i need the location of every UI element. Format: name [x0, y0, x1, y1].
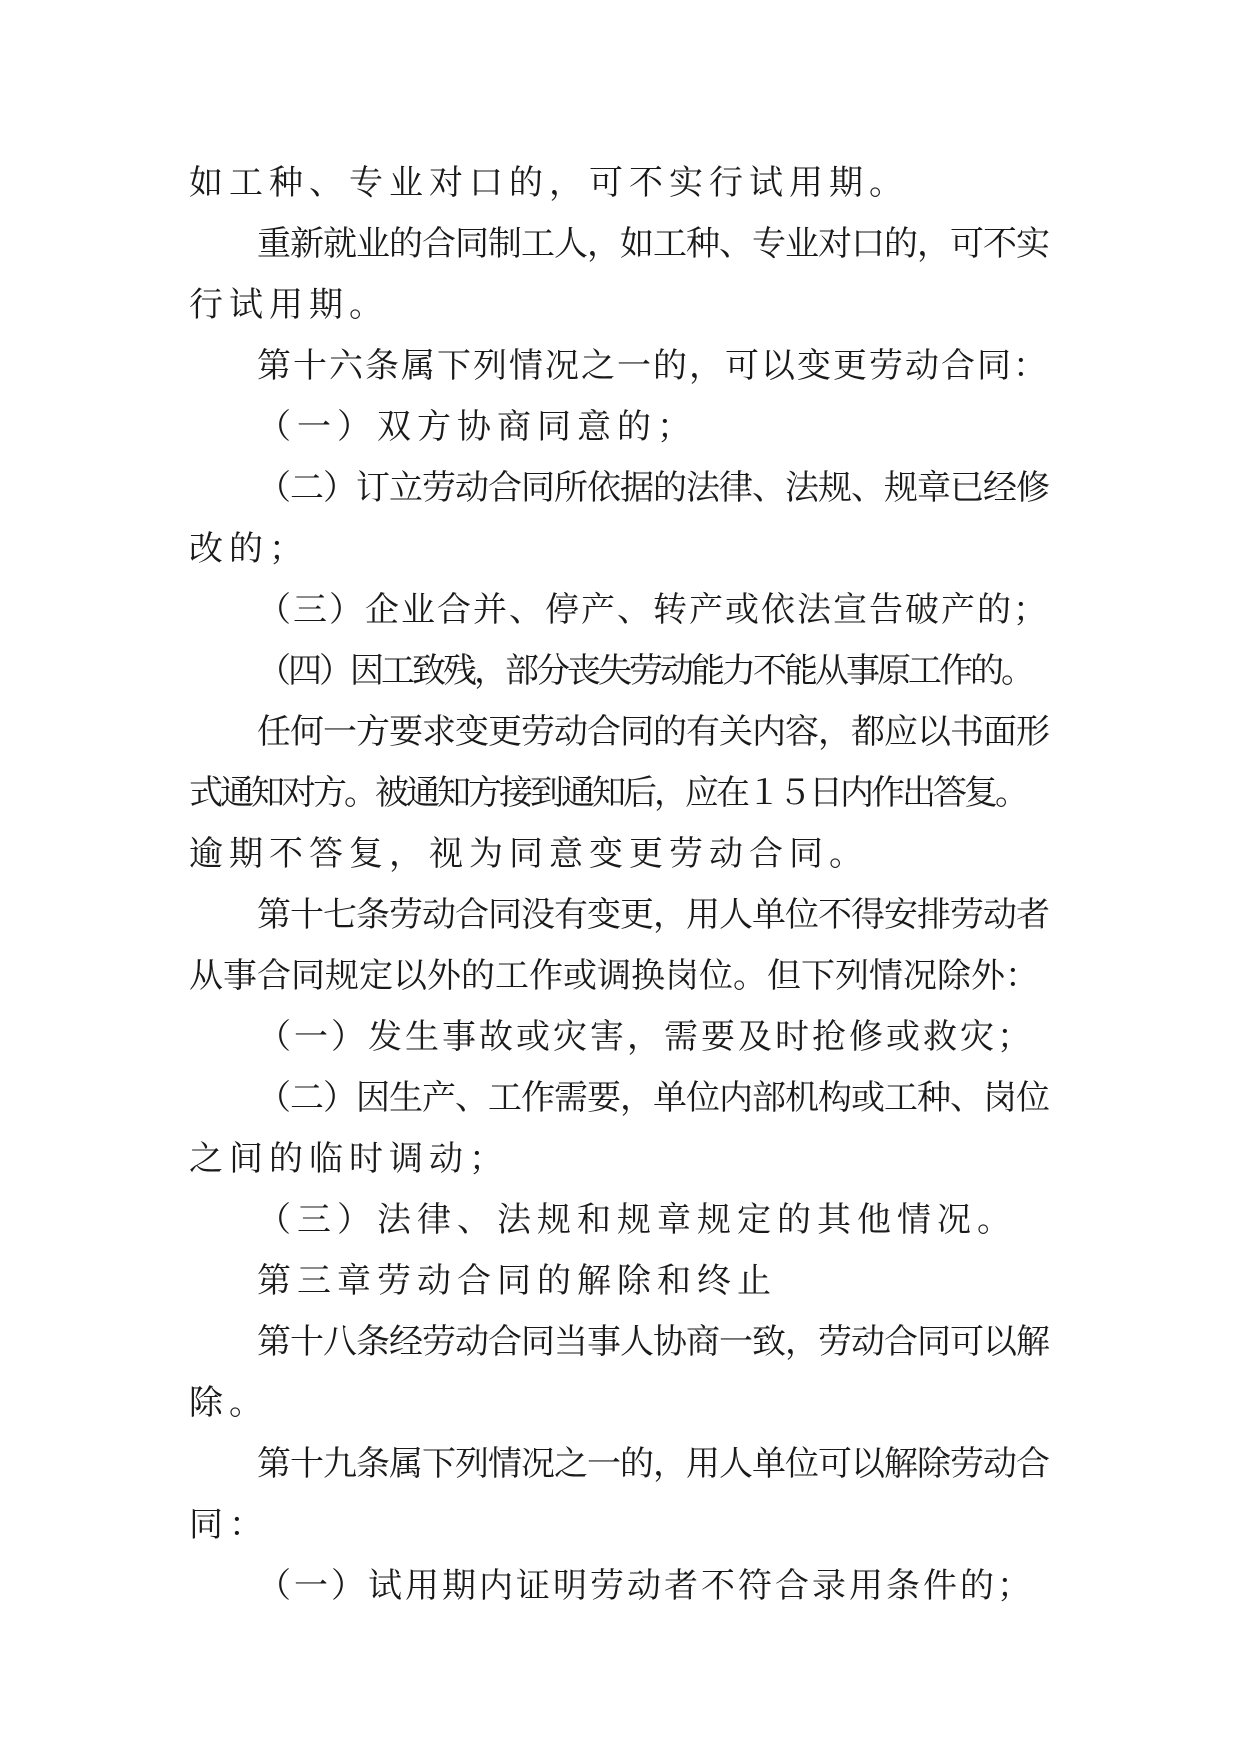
text-line: （四）因工致残，部分丧失劳动能力不能从事原工作的。 [257, 651, 1032, 691]
text-line: 第三章劳动合同的解除和终止 [257, 1261, 777, 1301]
text-line: 逾期不答复，视为同意变更劳动合同。 [189, 834, 869, 874]
document-body [189, 153, 1049, 1617]
text-line: （三）法律、法规和规章规定的其他情况。 [257, 1200, 1017, 1240]
text-line: 行试用期。 [189, 285, 389, 325]
text-line: 式通知对方。被通知方接到通知后，应在１５日内作出答复。 [189, 773, 1026, 813]
text-line: 任何一方要求变更劳动合同的有关内容，都应以书面形 [257, 712, 1049, 752]
text-line: 第十七条劳动合同没有变更，用人单位不得安排劳动者 [257, 895, 1049, 935]
text-line: 改的； [189, 529, 309, 569]
text-line: 第十九条属下列情况之一的，用人单位可以解除劳动合 [257, 1444, 1049, 1484]
text-line: 如工种、专业对口的，可不实行试用期。 [189, 163, 909, 203]
text-line: （二）因生产、工作需要，单位内部机构或工种、岗位 [257, 1078, 1049, 1118]
text-line: （一）试用期内证明劳动者不符合录用条件的； [257, 1566, 1034, 1606]
text-line: （二）订立劳动合同所依据的法律、法规、规章已经修 [257, 468, 1049, 508]
text-line: 除。 [189, 1383, 269, 1423]
text-line: 重新就业的合同制工人，如工种、专业对口的，可不实 [257, 224, 1049, 264]
text-line: （三）企业合并、停产、转产或依法宣告破产的； [257, 590, 1049, 630]
text-line: 之间的临时调动； [189, 1139, 509, 1179]
text-line: 第十六条属下列情况之一的，可以变更劳动合同： [257, 346, 1049, 386]
text-line: （一）发生事故或灾害，需要及时抢修或救灾； [257, 1017, 1034, 1057]
text-line: 同： [189, 1505, 269, 1545]
text-line: （一）双方协商同意的； [257, 407, 697, 447]
text-line: 从事合同规定以外的工作或调换岗位。但下列情况除外： [189, 956, 1039, 996]
text-line: 第十八条经劳动合同当事人协商一致，劳动合同可以解 [257, 1322, 1049, 1362]
